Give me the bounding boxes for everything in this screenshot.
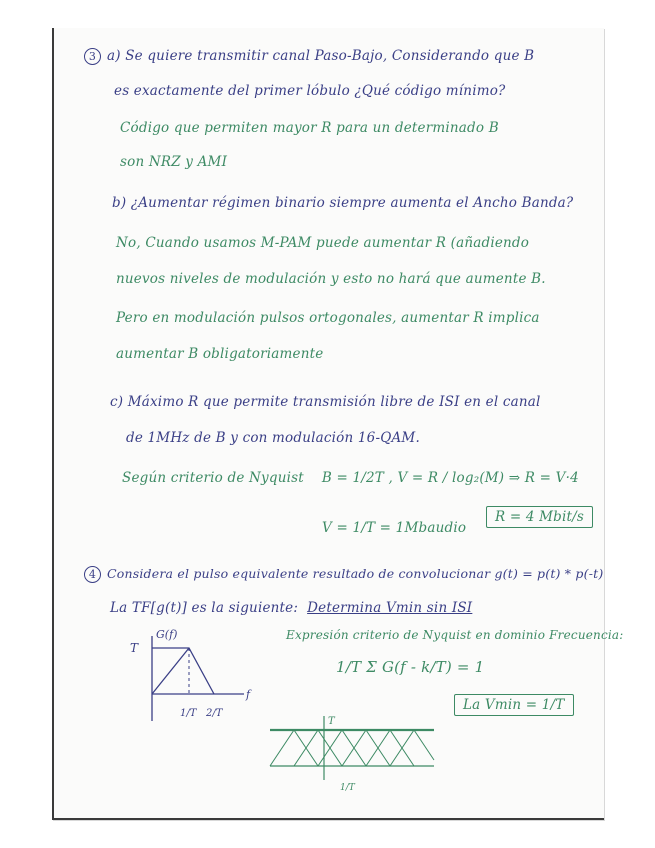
graph1-tick-1: 1/T (180, 708, 197, 719)
formula-B: B = 1/2T (321, 470, 384, 486)
q3-c-answer-line (122, 470, 579, 486)
q4-question-line-1: 4 Considera el pulso equivalente resultado de convolucionar g(t) = p(t) * p(-t) (84, 566, 603, 583)
q3-number: 3 (84, 48, 101, 65)
graph1-x-label: f (246, 688, 251, 701)
nyquist-intro: Según criterio de Nyquist (122, 470, 304, 486)
formula-R: ⇒ R = V·4 (508, 470, 579, 486)
q4-question-line-2: La TF[g(t)] es la siguiente: Determina Vmin sin ISI (110, 600, 473, 616)
q4-task: Determina Vmin sin ISI (307, 600, 473, 616)
q3-c-question-line-1: c) Máximo R que permite transmisión libre de ISI en el canal (110, 394, 541, 410)
q3-a-answer-line-1: Código que permiten mayor R para un determinado B (120, 120, 499, 136)
q3-c-question-line-2: de 1MHz de B y con modulación 16-QAM. (126, 430, 420, 446)
graph2-tick: 1/T (340, 783, 355, 793)
q3-b-answer-line-2: nuevos niveles de modulación y esto no hará que aumente B. (116, 271, 546, 287)
spectrum-graph (124, 626, 254, 726)
q3-b-answer-line-4: aumentar B obligatoriamente (116, 346, 324, 362)
paper-sheet (52, 28, 624, 820)
q4-nyquist-text: Expresión criterio de Nyquist en dominio Frecuencia: (286, 628, 624, 642)
q3-b-question: b) ¿Aumentar régimen binario siempre aumenta el Ancho Banda? (112, 195, 574, 211)
q3-a-question-line-1: 3 a) Se quiere transmitir canal Paso-Bajo, Considerando que B (84, 48, 534, 65)
graph1-y-label: G(f) (156, 628, 178, 641)
shifted-spectra-graph (262, 710, 442, 795)
formula-V-value: V = 1/T = 1Mbaudio (322, 520, 467, 536)
q4-result-box: La Vmin = 1/T (454, 694, 574, 716)
q3-a-answer-line-2: son NRZ y AMI (120, 154, 228, 170)
graph1-tick-2: 2/T (206, 708, 223, 719)
graph2-peak-label: T (328, 716, 335, 727)
q3-b-answer-line-3: Pero en modulación pulsos ortogonales, aumentar R implica (116, 310, 540, 326)
formula-V: , V = R / log₂(M) (388, 470, 505, 486)
q3-b-answer-line-1: No, Cuando usamos M-PAM puede aumentar R (añadiendo (116, 235, 530, 251)
q4-number: 4 (84, 566, 101, 583)
q3-c-result-box: R = 4 Mbit/s (486, 506, 593, 528)
q4-nyquist-formula: 1/T Σ G(f - k/T) = 1 (336, 658, 485, 676)
graph2-triangles (270, 730, 434, 766)
spectrum-triangle-left (152, 648, 189, 694)
q3-a-question-line-2: es exactamente del primer lóbulo ¿Qué código mínimo? (114, 83, 506, 99)
graph1-peak-label: T (130, 641, 139, 655)
